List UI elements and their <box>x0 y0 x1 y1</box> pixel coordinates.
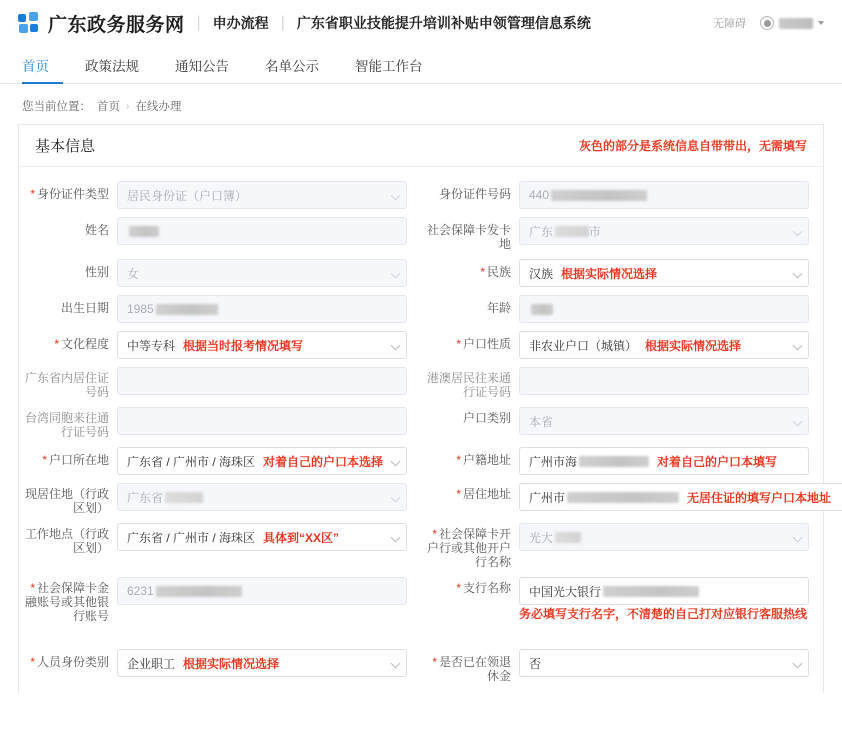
hukou-category-select[interactable]: 本省 <box>519 407 809 435</box>
masked-value <box>551 190 647 201</box>
person-type-select[interactable]: 企业职工 根据实际情况选择 <box>117 649 407 677</box>
field-hukou-category <box>421 407 823 439</box>
field-residence-address <box>421 483 832 515</box>
user-name-masked <box>779 18 813 29</box>
nav-item-announcement[interactable] <box>157 46 247 83</box>
field-label: 社会保障卡发卡地 <box>426 223 511 251</box>
breadcrumb <box>0 84 842 124</box>
masked-value <box>156 586 242 597</box>
form-row <box>19 627 823 687</box>
ethnicity-select[interactable]: 汉族 根据实际情况选择 <box>519 259 809 287</box>
hukou-location-select[interactable]: 广东省 / 广州市 / 海珠区 对着自己的户口本选择 <box>117 447 407 475</box>
masked-value <box>579 456 649 467</box>
masked-value <box>555 532 581 543</box>
nav-item-home[interactable] <box>18 46 67 83</box>
field-birth-date <box>19 295 421 323</box>
field-label: 现居住地（行政区划） <box>24 487 109 515</box>
form-row <box>19 255 823 291</box>
education-hint: 根据当时报考情况填写 <box>183 338 304 353</box>
header-right-area <box>713 15 824 31</box>
form-row <box>19 363 823 403</box>
masked-value <box>603 586 699 597</box>
birth-date-input[interactable]: 1985 <box>117 295 407 323</box>
ss-card-no-input[interactable]: 6231 <box>117 577 407 605</box>
ethnicity-hint: 根据实际情况选择 <box>561 266 658 281</box>
name-input[interactable] <box>117 217 407 245</box>
field-ss-card-city <box>421 217 823 251</box>
field-hukou-location <box>19 447 421 475</box>
panel-note: 灰色的部分是系统信息自带带出，无需填写 <box>578 139 807 153</box>
field-hukou-type <box>421 331 823 359</box>
basic-info-panel <box>18 124 832 693</box>
site-name: 广东政务服务网 <box>48 14 185 36</box>
field-label: 户口类别 <box>462 411 511 425</box>
field-name <box>19 217 421 251</box>
education-select[interactable]: 中等专科 根据当时报考情况填写 <box>117 331 407 359</box>
form-row <box>19 291 823 327</box>
breadcrumb-item-online-handling[interactable]: 在线办理 <box>135 101 182 113</box>
hukou-type-hint: 根据实际情况选择 <box>645 338 742 353</box>
field-label: * 是否已在领退休金 <box>432 655 511 683</box>
user-menu[interactable] <box>760 16 824 30</box>
nav-item-policy[interactable] <box>67 46 157 83</box>
gender-select[interactable]: 女 <box>117 259 407 287</box>
field-taiwan-permit <box>19 407 421 439</box>
accessibility-link[interactable]: 无障碍 <box>713 18 746 30</box>
system-title: 广东省职业技能提升培训补贴申领管理信息系统 <box>296 15 591 31</box>
form-row <box>19 573 823 627</box>
field-label: 年龄 <box>486 301 511 315</box>
ss-card-city-select[interactable]: 广东 市 <box>519 217 809 245</box>
current-residence-select[interactable]: 广东省 <box>117 483 407 511</box>
field-label: 身份证件号码 <box>438 187 511 201</box>
field-hk-macao-permit <box>421 367 823 399</box>
age-input[interactable] <box>519 295 809 323</box>
form-row <box>19 177 823 213</box>
field-label: 港澳居民往来通行证号码 <box>426 371 511 399</box>
field-label: 广东省内居住证号码 <box>24 371 109 399</box>
field-ss-card-bank <box>421 523 823 569</box>
masked-value <box>531 304 553 315</box>
field-label: * 户籍地址 <box>456 453 511 467</box>
field-hukou-address <box>421 447 823 475</box>
nav-item-smart-workbench[interactable] <box>337 46 441 83</box>
form-row <box>19 403 823 443</box>
field-label: * 文化程度 <box>54 337 109 351</box>
form-row <box>19 213 823 255</box>
gd-residence-permit-input[interactable] <box>117 367 407 395</box>
header-divider-1: | <box>196 14 201 31</box>
nav-label: 智能工作台 <box>355 58 423 74</box>
form-row <box>19 443 823 479</box>
residence-address-hint: 无居住证的填写户口本地址 <box>687 490 832 505</box>
person-type-hint: 根据实际情况选择 <box>183 656 280 671</box>
field-label: * 人员身份类别 <box>30 655 109 669</box>
residence-address-input[interactable]: 广州市 无居住证的填写户口本地址 <box>519 483 842 511</box>
breadcrumb-item-home[interactable]: 首页 <box>97 101 120 113</box>
field-branch-name <box>421 577 823 623</box>
field-label: * 居住地址 <box>456 487 511 501</box>
field-age <box>421 295 823 323</box>
field-person-type <box>19 649 421 683</box>
field-id-type <box>19 181 421 209</box>
branch-name-hint: 务必填写支行名字，不清楚的自己打对应银行客服热线 <box>519 607 808 621</box>
hk-macao-permit-input[interactable] <box>519 367 809 395</box>
field-label: 性别 <box>84 265 109 279</box>
main-nav <box>0 46 842 84</box>
masked-value <box>156 304 218 315</box>
masked-value <box>129 226 159 237</box>
basic-info-form <box>19 167 832 693</box>
field-id-number <box>421 181 823 209</box>
field-label: * 社会保障卡开户行或其他开户行名称 <box>426 527 511 569</box>
field-label: 台湾同胞来往通行证号码 <box>24 411 109 439</box>
field-ss-card-no <box>19 577 421 623</box>
nav-label: 首页 <box>22 58 49 74</box>
masked-value <box>555 226 589 237</box>
four-squares-logo <box>18 12 40 34</box>
field-current-residence <box>19 483 421 515</box>
field-label: 出生日期 <box>60 301 109 315</box>
masked-value <box>165 492 203 503</box>
field-gd-residence-permit <box>19 367 421 399</box>
field-label: * 支行名称 <box>456 581 511 595</box>
field-work-location <box>19 523 421 569</box>
nav-item-list-publicity[interactable] <box>247 46 337 83</box>
branch-name-input[interactable]: 中国光大银行 <box>519 577 809 605</box>
work-location-hint: 具体到“XX区” <box>263 530 340 545</box>
breadcrumb-separator-icon: › <box>126 100 130 112</box>
hukou-address-hint: 对着自己的户口本填写 <box>657 454 778 469</box>
hukou-type-select[interactable]: 非农业户口（城镇） 根据实际情况选择 <box>519 331 809 359</box>
field-label: * 户口所在地 <box>42 453 109 467</box>
field-gender <box>19 259 421 287</box>
hukou-address-input[interactable]: 广州市海 对着自己的户口本填写 <box>519 447 809 475</box>
field-education <box>19 331 421 359</box>
page-header <box>0 0 842 46</box>
header-link-process[interactable]: 申办流程 <box>212 15 269 31</box>
panel-header <box>19 125 823 167</box>
nav-label: 名单公示 <box>265 58 319 74</box>
form-row <box>19 327 823 363</box>
field-pension-status <box>421 649 823 683</box>
field-label: * 户口性质 <box>456 337 511 351</box>
id-number-input[interactable]: 440 <box>519 181 809 209</box>
field-label: 工作地点（行政区划） <box>24 527 109 555</box>
nav-label: 通知公告 <box>175 58 229 74</box>
form-row <box>19 519 823 573</box>
pension-status-select[interactable]: 否 <box>519 649 809 677</box>
ss-card-bank-select[interactable]: 光大 <box>519 523 809 551</box>
work-location-select[interactable]: 广东省 / 广州市 / 海珠区 具体到“XX区” <box>117 523 407 551</box>
hukou-location-hint: 对着自己的户口本选择 <box>263 454 384 469</box>
breadcrumb-prefix: 您当前位置： <box>22 101 91 113</box>
user-avatar-icon <box>760 16 774 30</box>
field-ethnicity <box>421 259 823 287</box>
page-title: 基本信息 <box>35 138 96 155</box>
field-label: * 社会保障卡金融账号或其他银行账号 <box>24 581 109 623</box>
field-label: * 民族 <box>480 265 511 279</box>
chevron-down-icon <box>818 21 824 25</box>
field-label: 姓名 <box>84 223 109 237</box>
field-label: * 身份证件类型 <box>30 187 109 201</box>
header-divider-2: | <box>280 14 285 31</box>
masked-value <box>567 492 679 503</box>
nav-label: 政策法规 <box>85 58 139 74</box>
id-type-select[interactable]: 居民身份证（户口簿） <box>117 181 407 209</box>
taiwan-permit-input[interactable] <box>117 407 407 435</box>
form-row <box>19 479 832 519</box>
